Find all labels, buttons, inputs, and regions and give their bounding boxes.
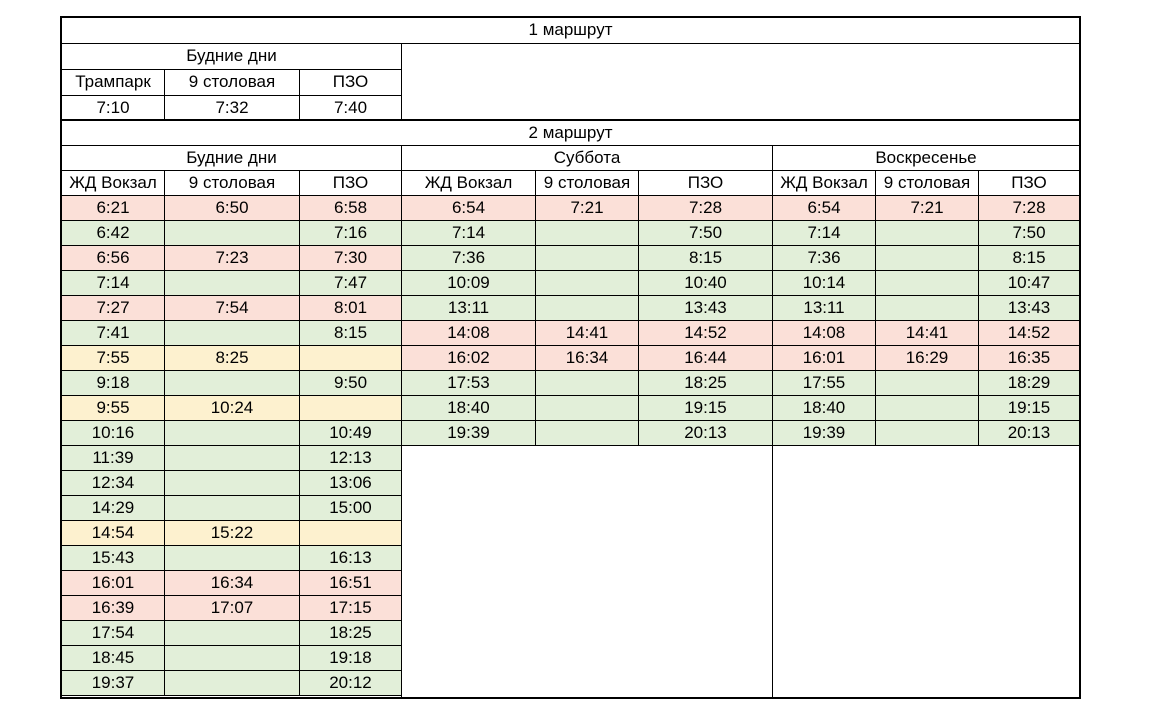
- weekdays-time-cell: 17:07: [165, 596, 299, 620]
- weekdays-time-cell: [165, 421, 299, 445]
- sunday-time-cell: 13:43: [979, 296, 1079, 320]
- sunday-time-cell: 10:47: [979, 271, 1079, 295]
- weekdays-time-cell: 7:41: [62, 321, 164, 345]
- saturday-time-cell: 14:08: [402, 321, 535, 345]
- saturday-time-cell: 19:39: [402, 421, 535, 445]
- divider: [875, 170, 876, 445]
- weekdays-time-cell: 9:50: [300, 371, 401, 395]
- divider: [535, 170, 536, 445]
- route1-time: 7:10: [96, 98, 130, 117]
- weekdays-time-cell: [165, 321, 299, 345]
- saturday-time-cell: 19:15: [639, 396, 772, 420]
- weekdays-time-cell: 16:13: [300, 546, 401, 570]
- weekdays-time-cell: 7:47: [300, 271, 401, 295]
- sunday-time-cell: 14:08: [773, 321, 875, 345]
- sunday-time-cell: 16:35: [979, 346, 1079, 370]
- weekdays-time-cell: [165, 496, 299, 520]
- weekdays-time-cell: 8:15: [300, 321, 401, 345]
- weekdays-time-cell: 7:30: [300, 246, 401, 270]
- divider: [164, 170, 165, 695]
- weekdays-time-cell: 15:22: [165, 521, 299, 545]
- divider: [402, 445, 772, 446]
- saturday-label: Суббота: [553, 148, 621, 167]
- weekdays-col-header: 9 столовая: [188, 173, 276, 192]
- weekdays-time-cell: 12:13: [300, 446, 401, 470]
- route1-title: 1 маршрут: [528, 20, 613, 39]
- weekdays-time-cell: 10:24: [165, 396, 299, 420]
- sunday-col-header: 9 столовая: [883, 173, 971, 192]
- weekdays-time-cell: [165, 646, 299, 670]
- saturday-time-cell: 14:41: [536, 321, 638, 345]
- weekdays-time-cell: 8:25: [165, 346, 299, 370]
- route1-day-label: Будние дни: [186, 46, 277, 65]
- sunday-time-cell: 10:14: [773, 271, 875, 295]
- sunday-time-cell: 19:39: [773, 421, 875, 445]
- saturday-time-cell: 13:11: [402, 296, 535, 320]
- weekdays-col-header: ЖД Вокзал: [69, 173, 157, 192]
- weekdays-time-cell: 14:54: [62, 521, 164, 545]
- sunday-time-cell: 16:29: [876, 346, 978, 370]
- sunday-time-cell: [876, 271, 978, 295]
- divider: [299, 69, 300, 120]
- saturday-time-cell: 14:52: [639, 321, 772, 345]
- weekdays-time-cell: 13:06: [300, 471, 401, 495]
- weekdays-time-cell: 16:01: [62, 571, 164, 595]
- weekdays-time-cell: 9:18: [62, 371, 164, 395]
- saturday-time-cell: [536, 246, 638, 270]
- saturday-time-cell: 6:54: [402, 196, 535, 220]
- saturday-time-cell: [536, 271, 638, 295]
- saturday-time-cell: 10:40: [639, 271, 772, 295]
- weekdays-time-cell: 17:15: [300, 596, 401, 620]
- weekdays-time-cell: [165, 546, 299, 570]
- sunday-col-header: ПЗО: [1011, 173, 1047, 192]
- weekdays-time-cell: [165, 621, 299, 645]
- saturday-time-cell: 20:13: [639, 421, 772, 445]
- sunday-col-header: ЖД Вокзал: [780, 173, 868, 192]
- weekdays-time-cell: 15:43: [62, 546, 164, 570]
- saturday-time-cell: 16:44: [639, 346, 772, 370]
- weekdays-time-cell: 7:14: [62, 271, 164, 295]
- weekdays-time-cell: 16:51: [300, 571, 401, 595]
- sunday-time-cell: 18:40: [773, 396, 875, 420]
- divider: [772, 146, 773, 697]
- weekdays-time-cell: 6:42: [62, 221, 164, 245]
- weekdays-col-header: ПЗО: [332, 173, 369, 192]
- route1-col-header: Трампарк: [75, 72, 151, 91]
- saturday-time-cell: [536, 371, 638, 395]
- divider: [773, 445, 1079, 446]
- sunday-time-cell: 7:50: [979, 221, 1079, 245]
- route1-col-header: ПЗО: [332, 72, 369, 91]
- weekdays-time-cell: 19:18: [300, 646, 401, 670]
- sunday-label: Воскресенье: [875, 148, 977, 167]
- sunday-time-cell: 7:14: [773, 221, 875, 245]
- weekdays-time-cell: 9:55: [62, 396, 164, 420]
- sunday-time-cell: 20:13: [979, 421, 1079, 445]
- divider: [299, 170, 300, 695]
- divider: [164, 69, 165, 120]
- sunday-time-cell: 17:55: [773, 371, 875, 395]
- weekdays-time-cell: 10:16: [62, 421, 164, 445]
- saturday-time-cell: 16:02: [402, 346, 535, 370]
- sunday-time-cell: 7:21: [876, 196, 978, 220]
- weekdays-label: Будние дни: [186, 148, 277, 167]
- weekdays-time-cell: [165, 271, 299, 295]
- saturday-time-cell: 17:53: [402, 371, 535, 395]
- weekdays-time-cell: 6:58: [300, 196, 401, 220]
- weekdays-time-cell: 16:34: [165, 571, 299, 595]
- weekdays-time-cell: [165, 221, 299, 245]
- weekdays-time-cell: 17:54: [62, 621, 164, 645]
- saturday-time-cell: 18:40: [402, 396, 535, 420]
- weekdays-time-cell: 11:39: [62, 446, 164, 470]
- divider: [401, 146, 402, 697]
- divider: [62, 695, 401, 696]
- weekdays-time-cell: 7:55: [62, 346, 164, 370]
- sunday-time-cell: 19:15: [979, 396, 1079, 420]
- weekdays-time-cell: [165, 446, 299, 470]
- sunday-time-cell: 8:15: [979, 246, 1079, 270]
- divider: [638, 170, 639, 445]
- saturday-col-header: ПЗО: [687, 173, 724, 192]
- sunday-time-cell: 14:52: [979, 321, 1079, 345]
- weekdays-time-cell: 18:45: [62, 646, 164, 670]
- weekdays-time-cell: 6:50: [165, 196, 299, 220]
- weekdays-time-cell: [165, 371, 299, 395]
- saturday-time-cell: 10:09: [402, 271, 535, 295]
- saturday-time-cell: 18:25: [639, 371, 772, 395]
- sunday-time-cell: [876, 246, 978, 270]
- weekdays-time-cell: 6:21: [62, 196, 164, 220]
- sunday-time-cell: [876, 221, 978, 245]
- sunday-time-cell: [876, 396, 978, 420]
- saturday-time-cell: 7:28: [639, 196, 772, 220]
- saturday-time-cell: 7:36: [402, 246, 535, 270]
- weekdays-time-cell: 15:00: [300, 496, 401, 520]
- weekdays-time-cell: 18:25: [300, 621, 401, 645]
- saturday-col-header: 9 столовая: [543, 173, 631, 192]
- weekdays-time-cell: 7:27: [62, 296, 164, 320]
- weekdays-time-cell: [165, 671, 299, 695]
- saturday-time-cell: 7:14: [402, 221, 535, 245]
- divider: [401, 43, 402, 120]
- saturday-time-cell: 7:50: [639, 221, 772, 245]
- weekdays-time-cell: 19:37: [62, 671, 164, 695]
- route2-title: 2 маршрут: [528, 123, 613, 142]
- weekdays-time-cell: 7:16: [300, 221, 401, 245]
- route1-time: 7:32: [215, 98, 249, 117]
- weekdays-time-cell: 7:54: [165, 296, 299, 320]
- saturday-time-cell: 13:43: [639, 296, 772, 320]
- weekdays-time-cell: 8:01: [300, 296, 401, 320]
- weekdays-time-cell: 16:39: [62, 596, 164, 620]
- weekdays-time-cell: 20:12: [300, 671, 401, 695]
- saturday-time-cell: 7:21: [536, 196, 638, 220]
- sunday-time-cell: 18:29: [979, 371, 1079, 395]
- saturday-time-cell: [536, 296, 638, 320]
- divider: [978, 170, 979, 445]
- route1-col-header: 9 столовая: [188, 72, 276, 91]
- weekdays-time-cell: 6:56: [62, 246, 164, 270]
- sunday-time-cell: 7:28: [979, 196, 1079, 220]
- sunday-time-cell: 6:54: [773, 196, 875, 220]
- weekdays-time-cell: [165, 471, 299, 495]
- weekdays-time-cell: 14:29: [62, 496, 164, 520]
- weekdays-time-cell: 10:49: [300, 421, 401, 445]
- sunday-time-cell: 16:01: [773, 346, 875, 370]
- route1-time: 7:40: [333, 98, 368, 117]
- schedule-sheet: [60, 16, 1081, 699]
- weekdays-time-cell: [300, 396, 401, 420]
- saturday-time-cell: [536, 396, 638, 420]
- saturday-time-cell: [536, 421, 638, 445]
- sunday-time-cell: 14:41: [876, 321, 978, 345]
- saturday-col-header: ЖД Вокзал: [424, 173, 513, 192]
- sunday-time-cell: [876, 371, 978, 395]
- sunday-time-cell: [876, 421, 978, 445]
- sunday-time-cell: 7:36: [773, 246, 875, 270]
- weekdays-time-cell: 12:34: [62, 471, 164, 495]
- sunday-time-cell: 13:11: [773, 296, 875, 320]
- weekdays-time-cell: [300, 346, 401, 370]
- weekdays-time-cell: 7:23: [165, 246, 299, 270]
- weekdays-time-cell: [300, 521, 401, 545]
- sunday-time-cell: [876, 296, 978, 320]
- saturday-time-cell: 16:34: [536, 346, 638, 370]
- saturday-time-cell: [536, 221, 638, 245]
- saturday-time-cell: 8:15: [639, 246, 772, 270]
